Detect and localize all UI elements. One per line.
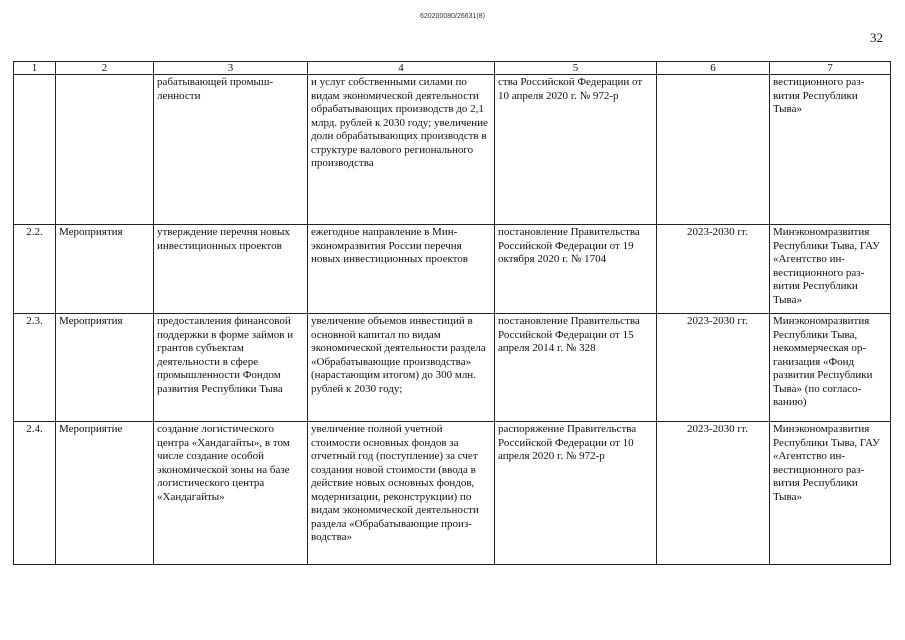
table-row: [14, 225, 891, 314]
column-header: 5: [495, 62, 657, 75]
column-header: 7: [770, 62, 891, 75]
row-action: создание логистического центра «Хандагайты», в том числе создание особой экономической зоны на базе логистического центра «Хандагайты»: [154, 422, 308, 565]
row-result: ежегодное направление в Минэкономразвития России перечня новых инвестиционных проектов: [308, 225, 495, 314]
row-period: 2023-2030 гг.: [657, 225, 770, 314]
table-row: [14, 422, 891, 565]
row-action: предоставления финансовой поддержки в форме займов и грантов субъектам деятельности в сфере промышленности Фондом развития Республики Тыва: [154, 314, 308, 422]
row-number: [14, 75, 56, 225]
column-number-row: [14, 62, 891, 75]
column-header: 2: [56, 62, 154, 75]
row-period: [657, 75, 770, 225]
document-id: 620200080/26631(8): [419, 13, 485, 20]
row-type: Мероприятия: [56, 225, 154, 314]
row-result: и услуг собственными силами по видам экономической деятельности обрабатывающих производств до 2,1 млрд. рублей к 2030 году; увеличение доли обрабатывающих производств в структуре валового регионального производства: [308, 75, 495, 225]
row-result: увеличение полной учетной стоимости основных фондов за отчетный год (поступление) за счет создания новой стоимости (ввода в действие новых основных фондов, модернизации, реконструкции) по видам экономической деятельности раздела «Обрабатывающие производства»: [308, 422, 495, 565]
row-type: [56, 75, 154, 225]
column-header: 6: [657, 62, 770, 75]
row-number: 2.4.: [14, 422, 56, 565]
row-basis: постановление Правительства Российской Федерации от 19 октября 2020 г. № 1704: [495, 225, 657, 314]
row-result: увеличение объемов инвестиций в основной капитал по видам экономической деятельности раздела «Обрабатывающие производства» (нарастающим итогом) до 300 млн. рублей к 2030 году;: [308, 314, 495, 422]
row-responsible: вестиционного развития Республики Тыва»: [770, 75, 891, 225]
row-basis: постановление Правительства Российской Федерации от 15 апреля 2014 г. № 328: [495, 314, 657, 422]
row-type: Мероприятие: [56, 422, 154, 565]
column-header: 4: [308, 62, 495, 75]
row-period: 2023-2030 гг.: [657, 314, 770, 422]
row-action: рабатывающей промышленности: [154, 75, 308, 225]
table-row: [14, 75, 891, 225]
measures-table: [13, 61, 891, 565]
row-responsible: Минэкономразвития Республики Тыва, ГАУ «Агентство инвестиционного развития Республики Тыва»: [770, 422, 891, 565]
row-number: 2.3.: [14, 314, 56, 422]
row-period: 2023-2030 гг.: [657, 422, 770, 565]
row-basis: распоряжение Правительства Российской Федерации от 10 апреля 2020 г. № 972-р: [495, 422, 657, 565]
row-type: Мероприятия: [56, 314, 154, 422]
column-header: 3: [154, 62, 308, 75]
row-number: 2.2.: [14, 225, 56, 314]
page-number: 32: [870, 30, 883, 45]
row-responsible: Минэкономразвития Республики Тыва, ГАУ «Агентство инвестиционного развития Республики Тыва»: [770, 225, 891, 314]
table-row: [14, 314, 891, 422]
row-action: утверждение перечня новых инвестиционных проектов: [154, 225, 308, 314]
column-header: 1: [14, 62, 56, 75]
row-basis: ства Российской Федерации от 10 апреля 2020 г. № 972-р: [495, 75, 657, 225]
row-responsible: Минэкономразвития Республики Тыва, некоммерческая организация «Фонд развития Республики Тыва» (по согласованию): [770, 314, 891, 422]
